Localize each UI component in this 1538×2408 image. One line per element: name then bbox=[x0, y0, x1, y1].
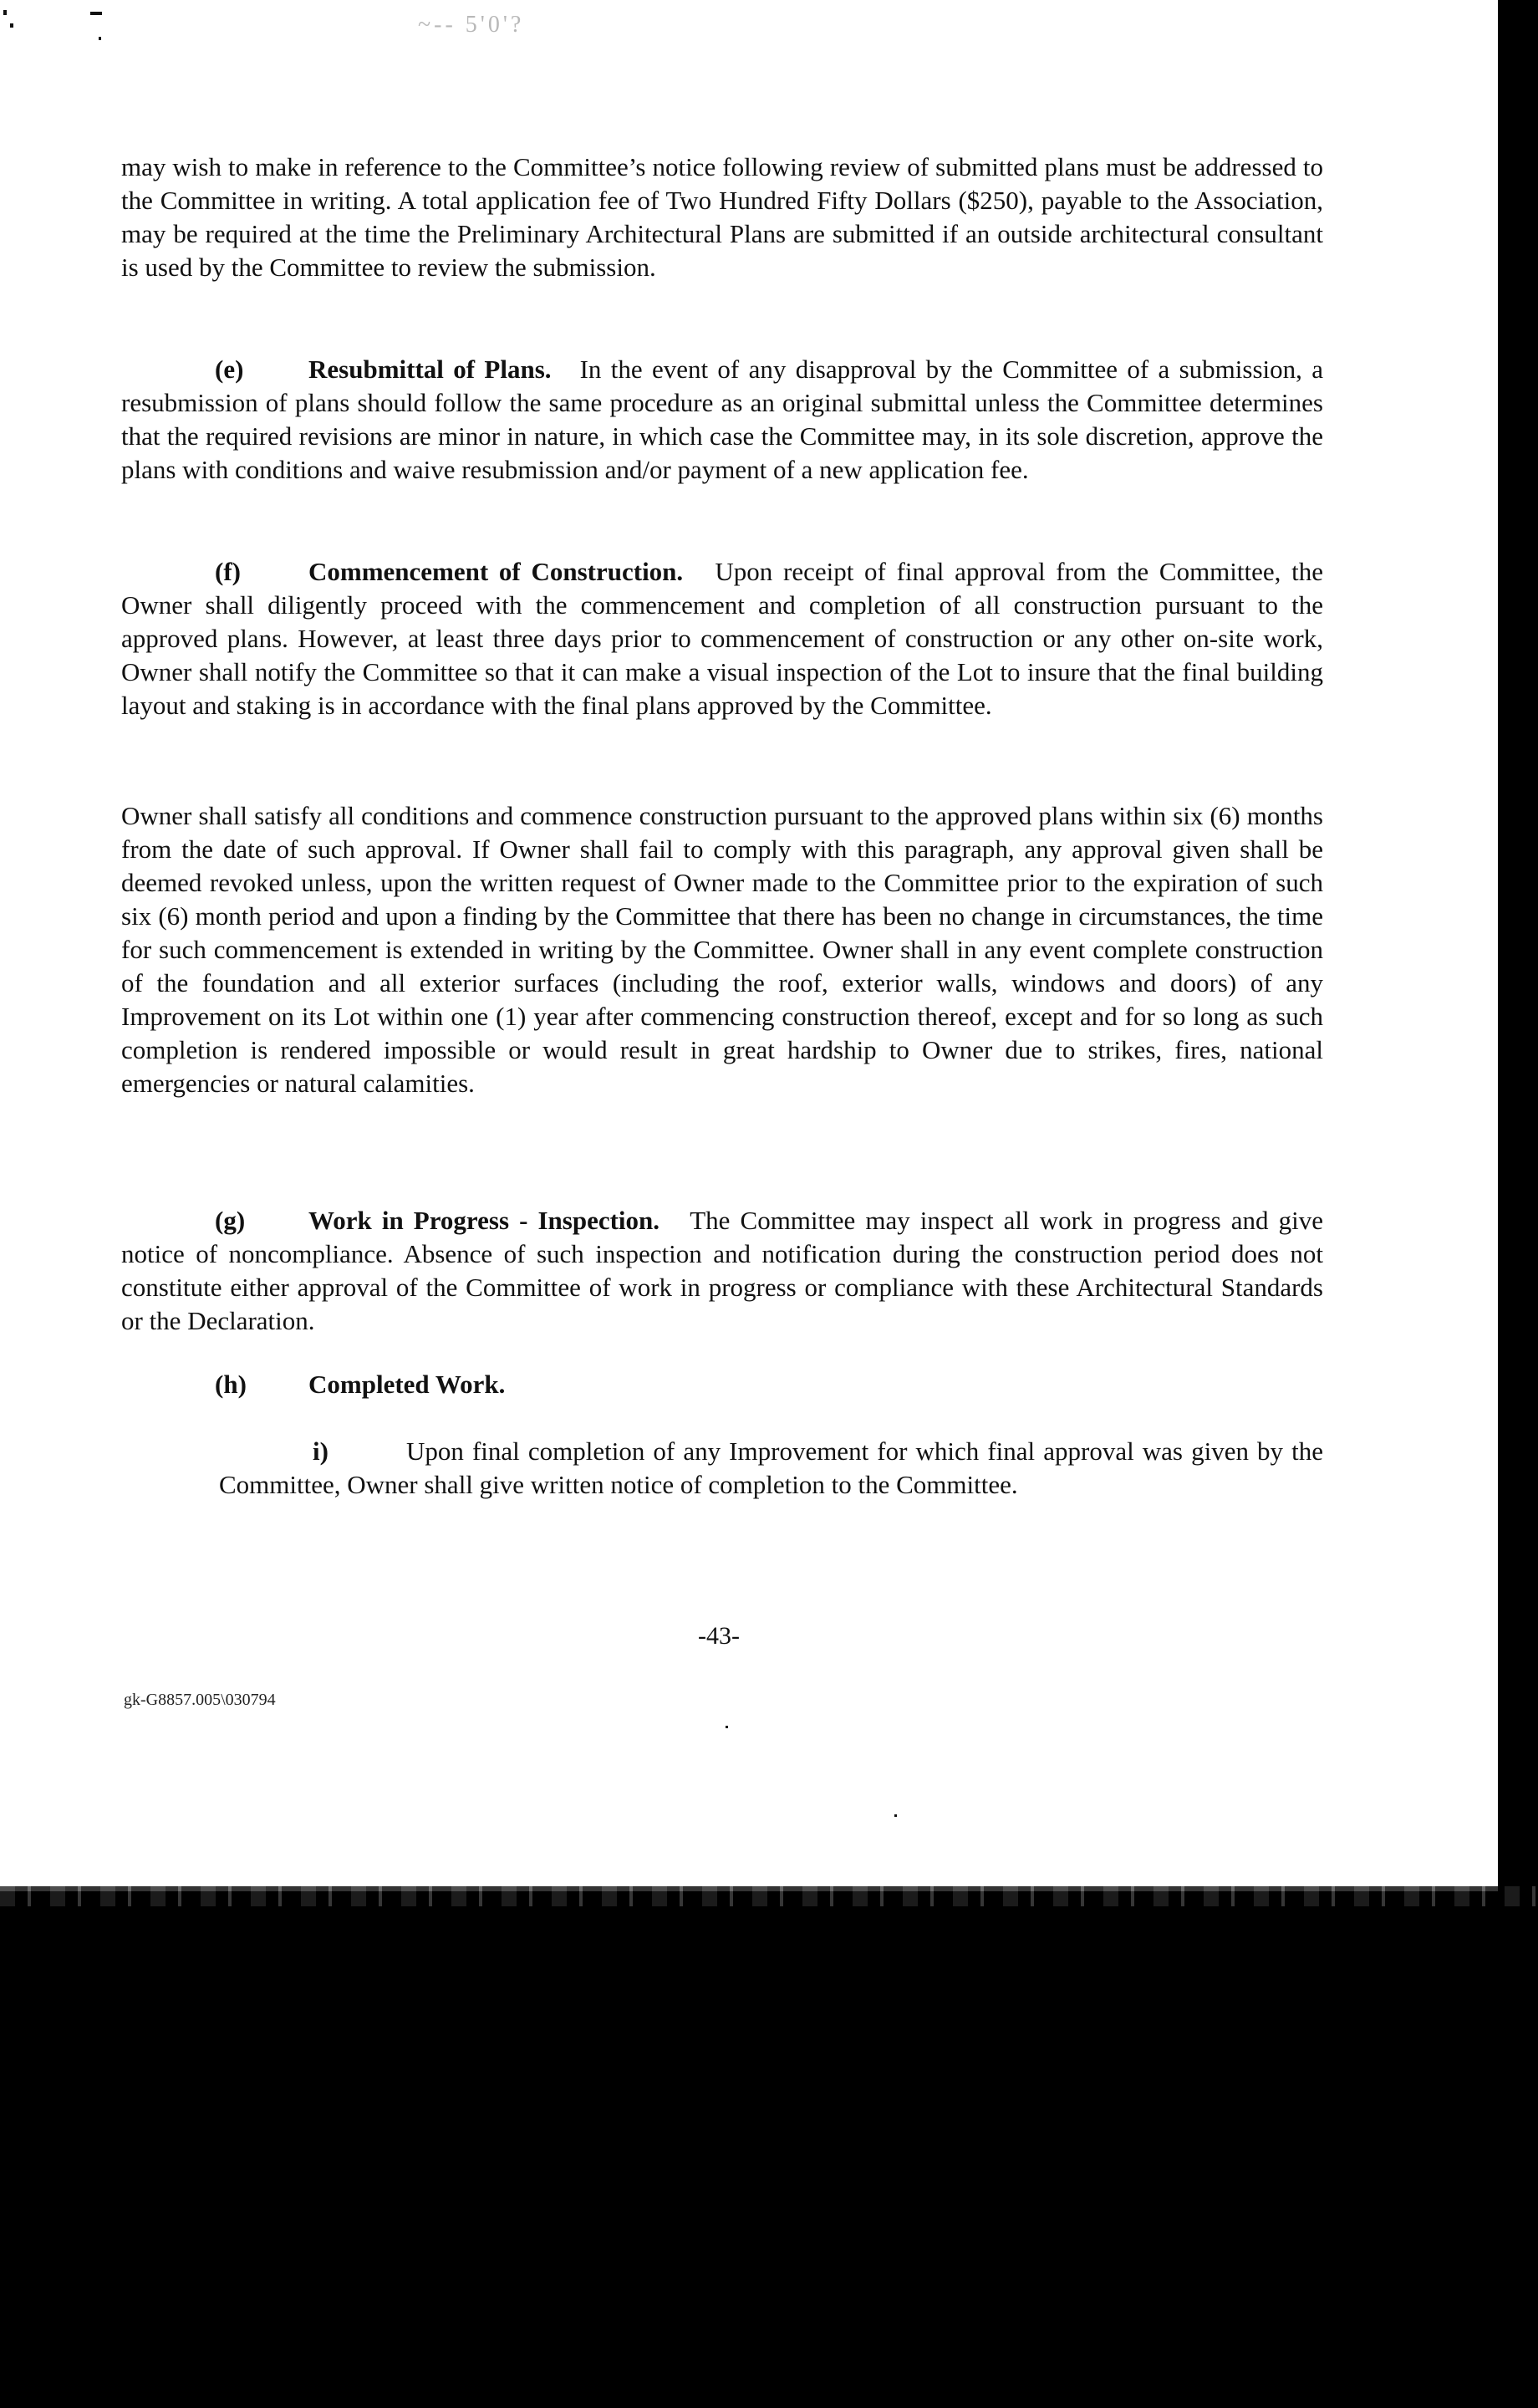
scan-speck bbox=[99, 37, 101, 40]
paragraph-owner-obligations: Owner shall satisfy all conditions and commence construction pursuant to the approved plans within six (6) months from the date of such approval. If Owner shall fail to comply with this paragraph, any approval given shall be deemed revoked unless, upon the written request of Owner made to the Committee prior to the expiration of such six (6) month period and upon a finding by the Committee that there has been no change in circumstances, the time for such commencement is extended in writing by the Committee. Owner shall in any event complete construction of the foundation and all exterior surfaces (including the roof, exterior walls, windows and doors) of any Improvement on its Lot within one (1) year after commencing construction thereof, except and for so long as such completion is rendered impossible or would result in great hardship to Owner due to strikes, fires, national emergencies or natural calamities. bbox=[121, 801, 1323, 1098]
document-code: gk-G8857.005\030794 bbox=[124, 1691, 276, 1709]
section-heading-completed-work: Completed Work. bbox=[308, 1370, 506, 1399]
paragraph-commencement bbox=[121, 555, 1323, 722]
scan-bottom-edge bbox=[0, 1886, 1538, 1906]
stamp-mark: ~-- 5'0'? bbox=[418, 12, 525, 38]
scan-speck bbox=[10, 23, 13, 28]
paragraph-resubmittal bbox=[121, 353, 1323, 487]
subsection-label-i: i) bbox=[313, 1436, 328, 1466]
scan-speck bbox=[90, 12, 102, 15]
section-label-e: (e) bbox=[215, 355, 244, 384]
subsection-body-final-completion: Upon final completion of any Improvement for which final approval was given by the Committee, Owner shall give written notice of completion to the Committee. bbox=[219, 1436, 1323, 1499]
section-body-resubmittal: In the event of any disapproval by the Committee of a submission, a resubmission of plans should follow the same procedure as an original submittal unless the Committee determines that the required revisions are minor in nature, in which case the Committee may, in its sole discretion, approve the plans with conditions and waive resubmission and/or payment of a new application fee. bbox=[121, 355, 1324, 484]
section-body-commencement: Upon receipt of final approval from the Committee, the Owner shall diligently proceed with the commencement and completion of all construction pursuant to the approved plans. However, at least three days prior to commencement of construction or any other on-site work, Owner shall notify the Committee so that it can make a visual inspection of the Lot to insure that the final building layout and staking is in accordance with the final plans approved by the Committee. bbox=[121, 557, 1324, 720]
paragraph-work-in-progress bbox=[121, 1204, 1323, 1338]
paragraph-intro: may wish to make in reference to the Committee’s notice following review of submitted plans must be addressed to the Committee in writing. A total application fee of Two Hundred Fifty Dollars ($250), payable to the Association, may be required at the time the Preliminary Architectural Plans are submitted if an outside architectural consultant is used by the Committee to review the submission. bbox=[121, 152, 1323, 282]
section-heading-commencement: Commencement of Construction. bbox=[308, 557, 684, 586]
scan-speck bbox=[726, 1726, 728, 1728]
page-number: -43- bbox=[698, 1622, 740, 1650]
section-heading-work-in-progress: Work in Progress - Inspection. bbox=[308, 1206, 660, 1235]
section-label-h: (h) bbox=[215, 1370, 247, 1399]
section-label-g: (g) bbox=[215, 1206, 246, 1235]
scan-right-edge bbox=[1498, 0, 1538, 1891]
section-body-work-in-progress: The Committee may inspect all work in progress and give notice of noncompliance. Absence of such inspection and notification during the construction period does not constitute either approval of the Committee of work in progress or compliance with these Architectural Standards or the Declaration. bbox=[121, 1206, 1323, 1335]
section-label-f: (f) bbox=[215, 557, 241, 586]
section-heading-resubmittal: Resubmittal of Plans. bbox=[308, 355, 552, 384]
scan-speck bbox=[894, 1814, 897, 1817]
paragraph-final-completion bbox=[219, 1435, 1323, 1502]
scan-speck bbox=[3, 10, 7, 15]
paragraph-completed-work bbox=[121, 1368, 1323, 1401]
